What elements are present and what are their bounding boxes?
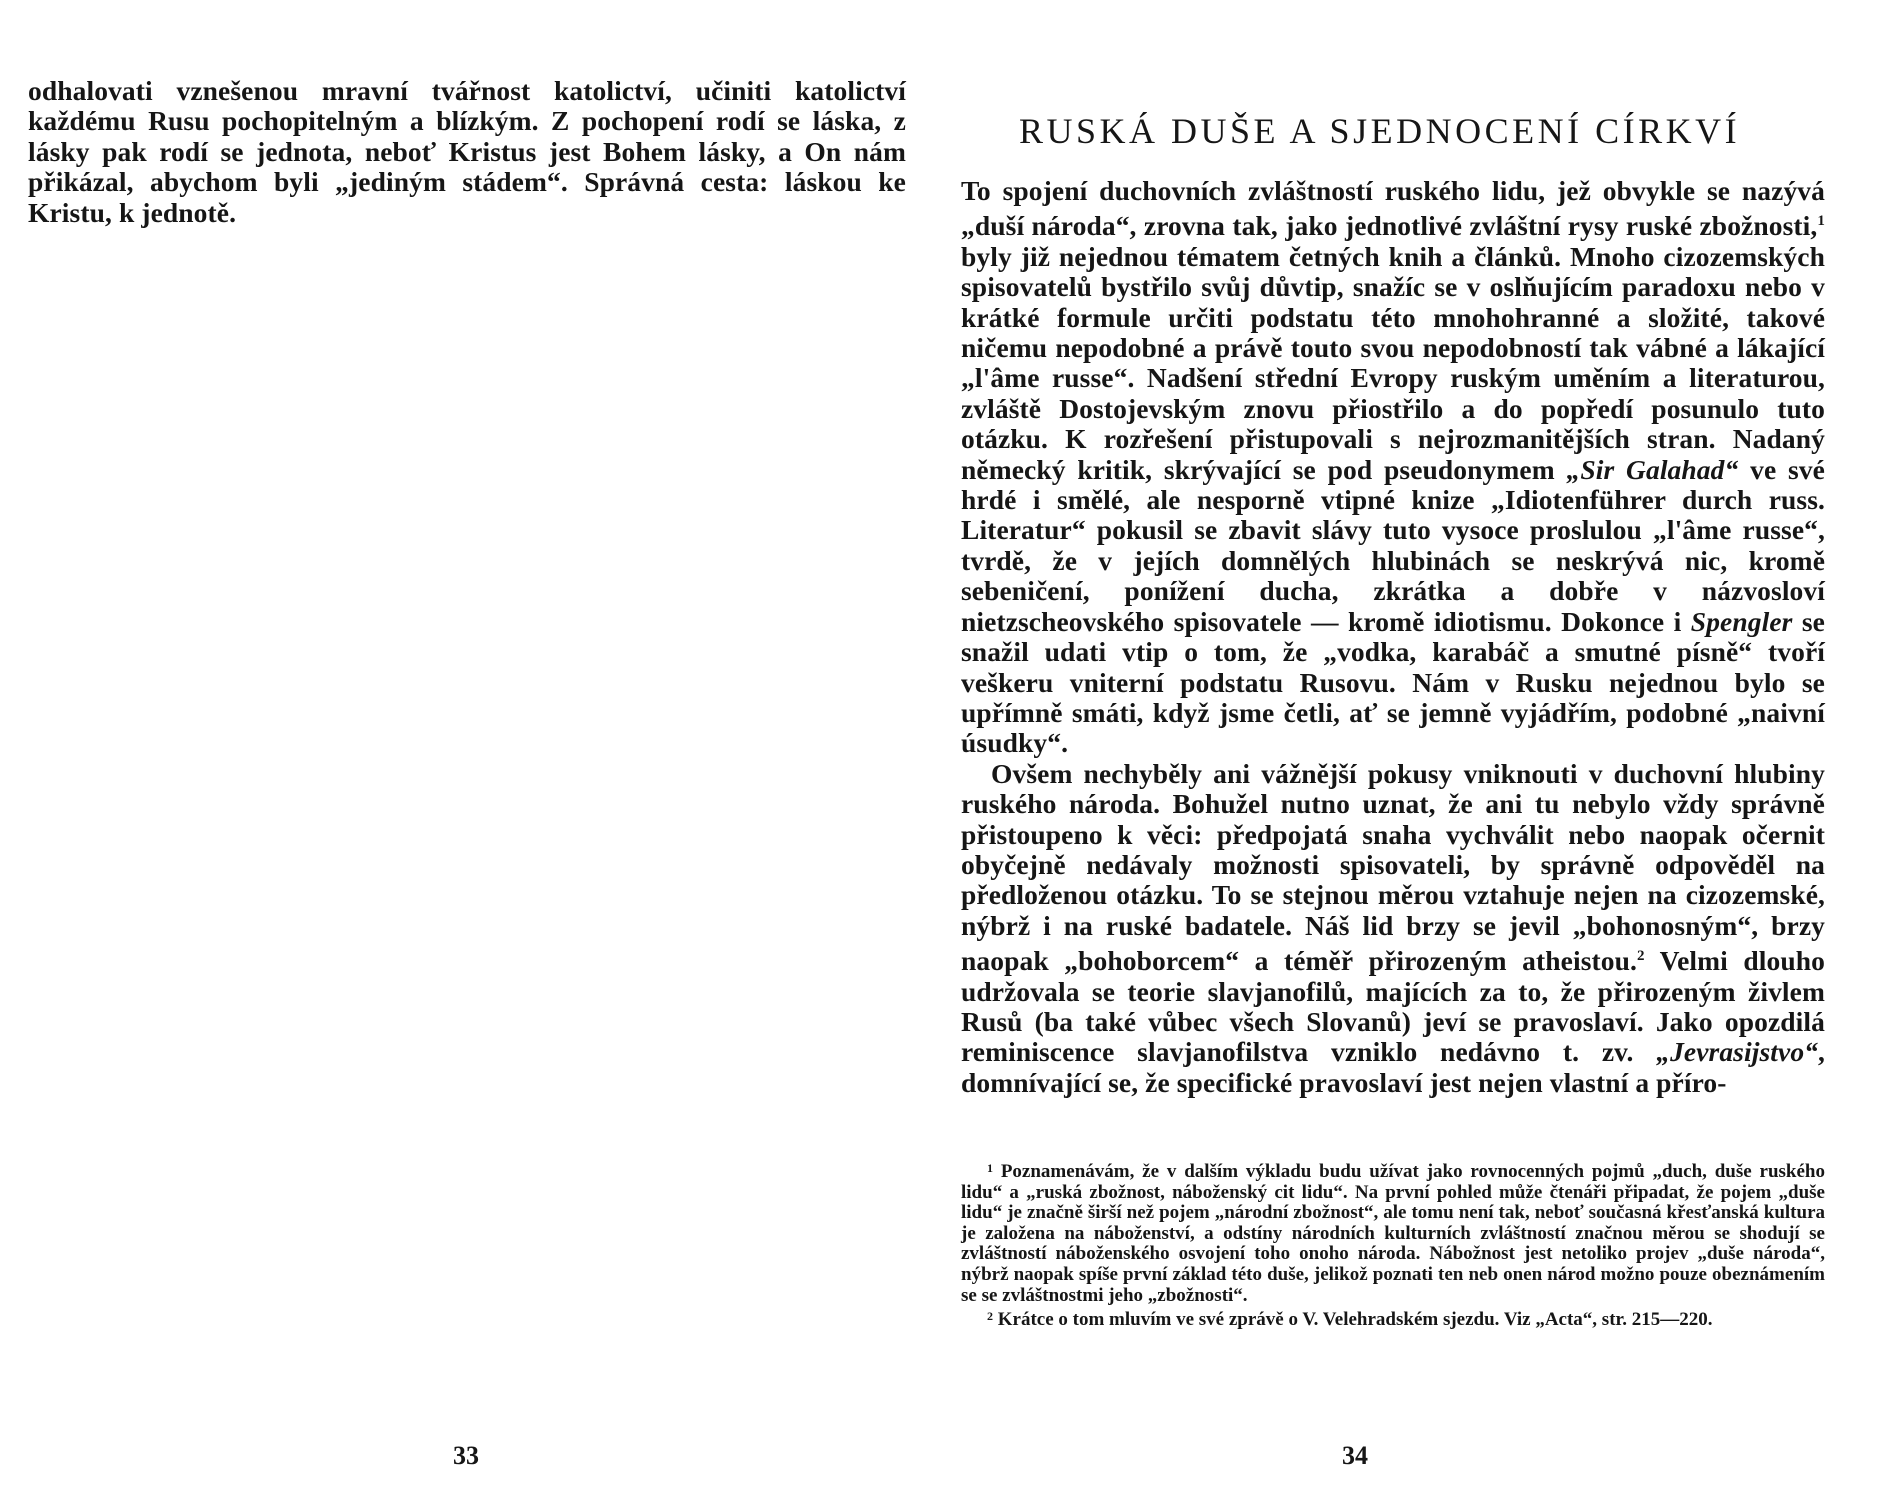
p2-text-a: Ovšem nechyběly ani vážnější pokusy vniknouti v duchovní hlubiny ruského národa. Bohužel nutno uznat, že ani tu nebylo vždy správně přistoupeno k věci: předpojatá snaha vychválit nebo naopak očernit obyčejně nedávaly možnosti spisovateli, by správně odpověděl na předloženou otázku. To se stejnou měrou vztahuje nejen na cizozemské, nýbrž i na ruské badatele. Náš lid brzy se jevil „bohonosným“, brzy naopak „bohoborcem“ a téměř přirozeným atheistou. (961, 757, 1825, 977)
p1-text-a: To spojení duchovních zvláštností ruského lidu, jež obvykle se nazývá „duší národa“, zrovna tak, jako jednotlivé zvláštní rysy ruské zbožnosti, (961, 175, 1825, 242)
footnote-1 (961, 1158, 1825, 1306)
italic-jevrasijstvo: „Jevrasijstvo“ (1656, 1036, 1819, 1068)
right-page (939, 0, 1878, 1501)
chapter-title: RUSKÁ DUŠE A SJEDNOCENÍ CÍRKVÍ (1019, 111, 1741, 152)
left-page-text (28, 76, 906, 228)
p2-text-c: , domnívající se, že specifické pravoslaví jest nejen vlastní a příro- (961, 1036, 1825, 1098)
footnote-2 (961, 1306, 1825, 1331)
footnote-text-1: Poznamenávám, že v dalším výkladu budu užívat jako rovnocenných pojmů „duch, duše ruského lidu“ a „ruská zbožnost, náboženský cit lidu“. Na první pohled může čtenáři připadat, že pojem „duše lidu“ je značně širší než pojem „národní zbožnost“, ale tomu není tak, neboť současná křesťanská kultura je založena na náboženství, a odstíny národních kulturních zvláštností značnou měrou se shodují se zvláštností náboženského osvojení toho onoho národa. Nábožnost jest netoliko projev „duše národa“, nýbrž naopak spíše první základ této duše, jelikož poznati ten neb onen národ možno pouze obeznámením se se zvláštnostmi jeho „zbožnosti“. (961, 1161, 1825, 1306)
page-number-right: 34 (1342, 1441, 1368, 1470)
paragraph-2 (961, 759, 1825, 1098)
p1-text-c: ve své hrdé i smělé, ale nesporně vtipné knize „Idiotenführer durch russ. Literatur“ pokusil se zbavit slávy tuto vysoce proslulou „l'âme russe“, tvrdě, že v jejích domnělých hlubinách se neskrývá nic, kromě sebeničení, ponížení ducha, zkrátka a dobře v názvosloví nietzscheovského spisovatele — kromě idiotismu. Dokonce i (961, 453, 1825, 637)
footnote-mark-1: 1 (987, 1161, 993, 1175)
footnotes (961, 1158, 1825, 1331)
footnote-ref-1: 1 (1817, 213, 1825, 230)
p2-text-b: Velmi dlouho udržovala se teorie slavjanofilů, majících za to, že přirozeným živlem Rusů (ba také vůbec všech Slovanů) jeví se pravoslaví. Jako opozdilá reminiscence slavjanofilstva vzniklo nedávno t. zv. (961, 945, 1825, 1068)
p1-text-b: byly již nejednou tématem četných knih a článků. Mnoho cizozemských spisovatelů bystřilo svůj důvtip, snažíc se v oslňujícím paradoxu nebo v krátké formule určiti podstatu této mnohohranné a složité, takové ničemu nepodobné a právě touto svou nepodobností tak vábné a lákající „l'âme russe“. Nadšení střední Evropy ruským uměním a literaturou, zvláště Dostojevským znovu přiostřilo a do popředí posunulo tuto otázku. K rozřešení přistupovali s nejrozmanitějších stran. Nadaný německý kritik, skrývající se pod pseudonymem (961, 240, 1825, 485)
paragraph-1 (961, 176, 1825, 759)
right-page-text (961, 176, 1825, 1098)
footnote-text-2: Krátce o tom mluvím ve své zprávě o V. Velehradském sjezdu. Viz „Acta“, str. 215—220. (993, 1309, 1713, 1331)
italic-sir-galahad: „Sir Galahad“ (1566, 453, 1739, 485)
p1-text-d: se snažil udati vtip o tom, že „vodka, karabáč a smutné písně“ tvoří veškeru vniterní podstatu Rusovu. Nám v Rusku nejednou bylo se upřímně smáti, když jsme četli, ať se jemně vyjádřím, podobné „naivní úsudky“. (961, 605, 1825, 759)
italic-spengler: Spengler (1690, 605, 1793, 637)
left-paragraph: odhalovati vznešenou mravní tvářnost katolictví, učiniti katolictví každému Rusu pochopitelným a blízkým. Z pochopení rodí se láska, z lásky pak rodí se jednota, neboť Kristus jest Bohem lásky, a On nám přikázal, abychom byli „jediným stádem“. Správná cesta: láskou ke Kristu, k jednotě. (28, 75, 906, 228)
footnote-mark-2: 2 (987, 1309, 993, 1324)
page-number-left: 33 (453, 1441, 479, 1470)
footnote-ref-2: 2 (1637, 948, 1645, 965)
